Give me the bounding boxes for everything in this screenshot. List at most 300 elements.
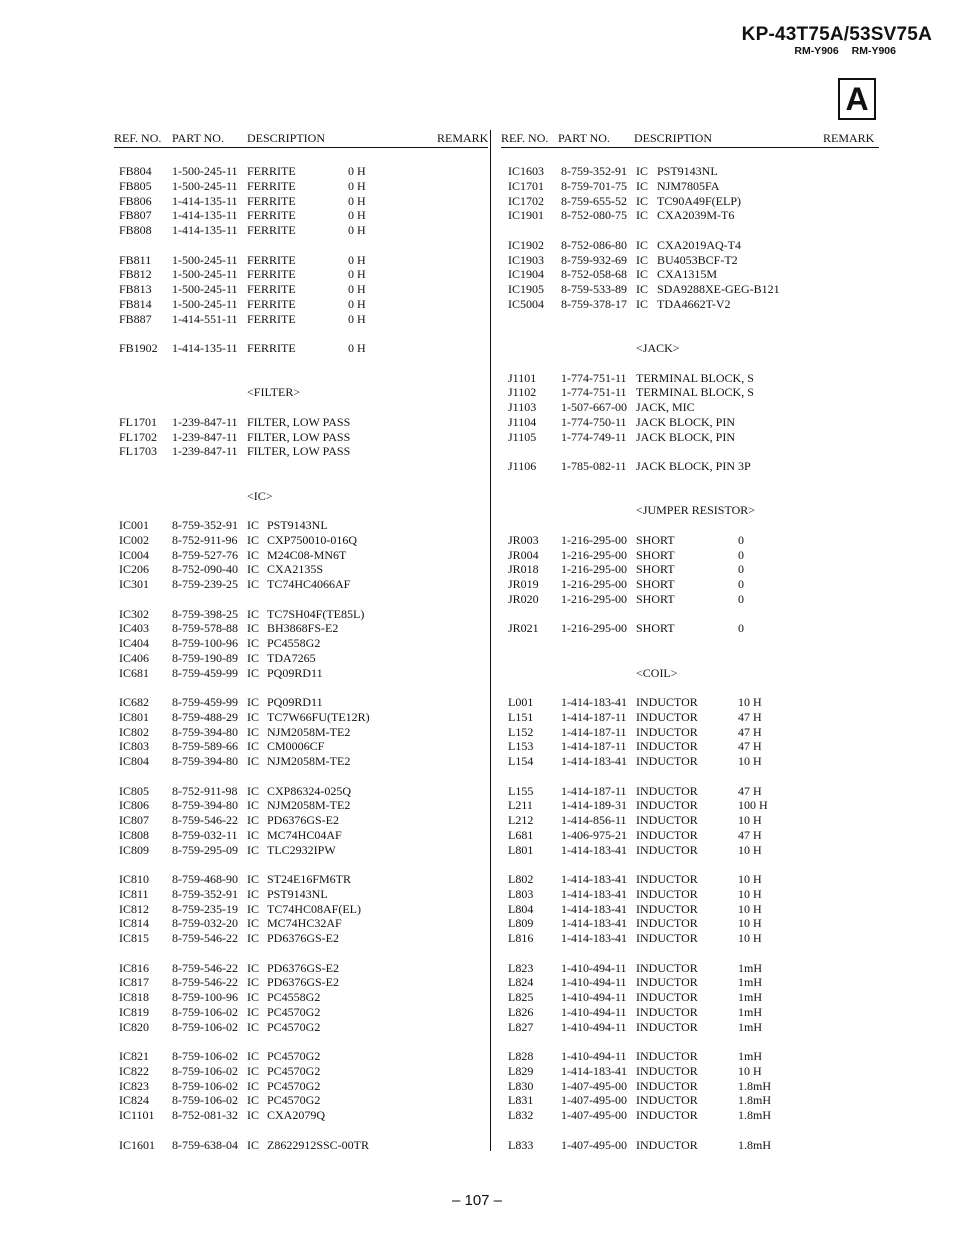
ref-no: J1106: [508, 459, 537, 473]
part-row: [114, 194, 488, 209]
part-row: [501, 887, 879, 902]
part-type: JACK BLOCK, PIN: [636, 429, 736, 444]
part-no: 8-759-527-76: [172, 547, 238, 562]
ref-no: FB813: [119, 282, 152, 296]
part-name: PD6376GS-E2: [267, 960, 340, 975]
part-type: FERRITE: [247, 193, 296, 208]
part-no: 1-414-183-41: [561, 916, 627, 931]
part-row: [501, 592, 879, 607]
part-value: 1mH: [738, 1049, 762, 1063]
ref-no: L152: [508, 724, 534, 739]
ref-no: L681: [508, 827, 534, 842]
ref-no: FB806: [119, 193, 152, 208]
part-name: TLC2932IPW: [267, 842, 336, 857]
section-title: <FILTER>: [247, 385, 301, 400]
part-value: 1mH: [738, 960, 762, 975]
part-no: 1-407-495-00: [561, 1093, 627, 1108]
part-type: IC: [247, 739, 259, 754]
row-spacer: [114, 1034, 488, 1049]
row-spacer: [501, 326, 879, 341]
part-no: 1-414-551-11: [172, 311, 238, 326]
part-row: [501, 253, 879, 268]
part-no: 8-759-546-22: [172, 975, 238, 990]
part-value: 0 H: [348, 296, 366, 311]
part-value: 100 H: [738, 798, 768, 813]
part-value: 10 H: [738, 901, 762, 916]
part-row: [114, 208, 488, 223]
row-spacer: [114, 238, 488, 253]
part-type: IC: [247, 1108, 259, 1122]
part-type: FILTER, LOW PASS: [247, 444, 351, 459]
part-no: 8-759-546-22: [172, 813, 238, 827]
section-title: <JACK>: [636, 341, 680, 355]
part-value: 10 H: [738, 754, 762, 768]
part-no: 1-216-295-00: [561, 577, 627, 591]
column-divider: [490, 130, 491, 1151]
ref-no: IC821: [119, 1049, 149, 1063]
section-heading: [501, 666, 879, 681]
part-type: IC: [247, 665, 259, 680]
part-name: TC74HC08AF(EL): [267, 901, 361, 916]
row-spacer: [114, 459, 488, 474]
part-value: 1mH: [738, 1004, 762, 1019]
part-type: IC: [247, 709, 259, 724]
part-name: TC90A49F(ELP): [657, 193, 741, 208]
part-type: IC: [247, 1093, 259, 1108]
part-type: INDUCTOR: [636, 931, 698, 945]
ref-no: IC404: [119, 636, 149, 650]
part-row: [501, 754, 879, 769]
part-type: IC: [636, 178, 648, 193]
part-value: 47 H: [738, 724, 762, 739]
part-no: 1-414-856-11: [561, 813, 627, 827]
part-row: [114, 607, 488, 622]
part-no: 8-759-546-22: [172, 960, 238, 975]
part-type: FILTER, LOW PASS: [247, 429, 351, 444]
part-type: TERMINAL BLOCK, S: [636, 370, 754, 385]
part-row: [501, 1005, 879, 1020]
part-no: 1-406-975-21: [561, 827, 627, 842]
part-no: 8-759-100-96: [172, 990, 238, 1004]
part-row: [501, 931, 879, 946]
part-no: 8-759-394-80: [172, 724, 238, 739]
ref-no: IC681: [119, 665, 149, 680]
part-no: 8-759-638-04: [172, 1137, 238, 1152]
ref-no: IC1902: [508, 237, 544, 252]
part-type: IC: [247, 931, 259, 945]
part-no: 8-759-655-52: [561, 193, 627, 208]
part-type: JACK BLOCK, PIN: [636, 414, 736, 429]
part-row: [114, 695, 488, 710]
ref-no: IC822: [119, 1063, 149, 1078]
part-no: 1-414-187-11: [561, 783, 627, 798]
ref-no: IC819: [119, 1004, 149, 1019]
ref-no: FB808: [119, 223, 152, 237]
part-type: IC: [247, 621, 259, 636]
part-row: [501, 415, 879, 430]
part-no: 8-759-106-02: [172, 1019, 238, 1034]
part-no: 1-239-847-11: [172, 444, 238, 459]
part-no: 8-752-080-75: [561, 208, 627, 223]
row-spacer: [114, 1123, 488, 1138]
part-row: [501, 208, 879, 223]
ref-no: IC809: [119, 842, 149, 857]
ref-no: IC823: [119, 1078, 149, 1093]
part-type: IC: [636, 267, 648, 282]
section-title: <JUMPER RESISTOR>: [636, 503, 756, 518]
ref-no: L831: [508, 1093, 534, 1108]
part-type: INDUCTOR: [636, 1078, 698, 1093]
part-no: 1-216-295-00: [561, 621, 627, 636]
part-type: FERRITE: [247, 282, 296, 296]
part-value: 47 H: [738, 709, 762, 724]
part-type: IC: [247, 1004, 259, 1019]
part-row: [501, 1138, 879, 1153]
header-description: DESCRIPTION: [634, 131, 713, 145]
remote-model-2: RM-Y906: [851, 45, 896, 57]
ref-no: L829: [508, 1063, 534, 1078]
part-no: 1-414-135-11: [172, 208, 238, 223]
part-no: 8-759-589-66: [172, 739, 238, 754]
part-row: [114, 1005, 488, 1020]
part-row: [501, 164, 879, 179]
row-spacer: [501, 1123, 879, 1138]
part-name: ST24E16FM6TR: [267, 872, 352, 886]
ref-no: L212: [508, 813, 534, 827]
part-no: 8-759-106-02: [172, 1004, 238, 1019]
part-value: 0: [738, 532, 744, 547]
part-type: INDUCTOR: [636, 739, 698, 754]
part-type: SHORT: [636, 591, 675, 606]
part-row: [501, 990, 879, 1005]
ref-no: JR003: [508, 532, 539, 547]
part-type: INDUCTOR: [636, 975, 698, 990]
part-name: SDA9288XE-GEG-B121: [657, 282, 780, 296]
ref-no: IC002: [119, 532, 149, 547]
part-name: CXA2019AQ-T4: [657, 237, 741, 252]
row-spacer: [501, 607, 879, 622]
part-no: 8-759-106-02: [172, 1063, 238, 1078]
ref-no: IC806: [119, 798, 149, 813]
parts-list-left: [114, 130, 488, 1152]
part-name: PC4570G2: [267, 1093, 321, 1108]
ref-no: L816: [508, 931, 534, 945]
header-part-no: PART NO.: [172, 131, 224, 145]
part-row: [114, 931, 488, 946]
part-no: 8-759-352-91: [561, 164, 627, 178]
part-type: IC: [247, 872, 259, 886]
part-type: IC: [247, 842, 259, 857]
part-type: IC: [247, 960, 259, 975]
part-type: INDUCTOR: [636, 916, 698, 931]
part-value: 0 H: [348, 164, 366, 178]
part-row: [501, 828, 879, 843]
part-type: INDUCTOR: [636, 724, 698, 739]
part-row: [114, 533, 488, 548]
part-no: 1-414-135-11: [172, 193, 238, 208]
part-name: PST9143NL: [267, 518, 328, 532]
part-no: 8-759-488-29: [172, 709, 238, 724]
part-row: [114, 1049, 488, 1064]
part-type: FILTER, LOW PASS: [247, 414, 351, 429]
part-name: PC4558G2: [267, 990, 321, 1004]
header-part-no: PART NO.: [558, 131, 610, 145]
part-value: 1.8mH: [738, 1093, 771, 1108]
part-type: FERRITE: [247, 164, 296, 178]
ref-no: IC406: [119, 650, 149, 665]
part-no: 1-414-183-41: [561, 754, 627, 768]
part-row: [114, 562, 488, 577]
part-type: IC: [247, 1049, 259, 1063]
part-no: 1-785-082-11: [561, 459, 627, 473]
part-value: 1mH: [738, 990, 762, 1004]
part-name: PQ09RD11: [267, 695, 323, 709]
part-no: 8-759-468-90: [172, 872, 238, 886]
section-heading: [114, 385, 488, 400]
part-type: INDUCTOR: [636, 827, 698, 842]
part-type: TERMINAL BLOCK, S: [636, 385, 754, 400]
part-row: [501, 695, 879, 710]
ref-no: L801: [508, 842, 534, 857]
ref-no: JR020: [508, 591, 539, 606]
ref-no: FB812: [119, 267, 152, 282]
section-heading: [114, 489, 488, 504]
ref-no: IC1901: [508, 208, 544, 223]
part-row: [114, 1020, 488, 1035]
part-row: [501, 1020, 879, 1035]
part-row: [114, 312, 488, 327]
part-no: 8-759-459-99: [172, 665, 238, 680]
part-value: 10 H: [738, 1063, 762, 1078]
part-type: INDUCTOR: [636, 1063, 698, 1078]
ref-no: FB805: [119, 178, 152, 193]
part-no: 8-759-352-91: [172, 518, 238, 532]
ref-no: IC816: [119, 960, 149, 975]
part-value: 1.8mH: [738, 1108, 771, 1122]
part-no: 8-752-058-68: [561, 267, 627, 282]
part-name: PD6376GS-E2: [267, 975, 340, 990]
part-name: NJM2058M-TE2: [267, 754, 351, 768]
part-row: [114, 754, 488, 769]
ref-no: IC206: [119, 562, 149, 577]
ref-no: FL1701: [119, 414, 158, 429]
part-name: TC7SH04F(TE85L): [267, 606, 365, 621]
part-no: 1-410-494-11: [561, 1049, 627, 1063]
part-no: 1-410-494-11: [561, 1019, 627, 1034]
ref-no: IC1601: [119, 1137, 155, 1152]
ref-no: J1103: [508, 400, 537, 414]
part-no: 1-507-667-00: [561, 400, 627, 414]
part-type: IC: [247, 636, 259, 650]
ref-no: IC812: [119, 901, 149, 916]
part-name: PQ09RD11: [267, 665, 323, 680]
part-row: [114, 267, 488, 282]
row-spacer: [114, 857, 488, 872]
ref-no: L827: [508, 1019, 534, 1034]
ref-no: IC302: [119, 606, 149, 621]
row-spacer: [501, 1034, 879, 1049]
part-name: PST9143NL: [267, 886, 328, 901]
part-no: 8-759-398-25: [172, 606, 238, 621]
ref-no: L833: [508, 1137, 534, 1152]
part-row: [114, 444, 488, 459]
part-type: JACK, MIC: [636, 400, 695, 414]
part-value: 1.8mH: [738, 1137, 771, 1152]
part-value: 0 H: [348, 193, 366, 208]
part-row: [501, 548, 879, 563]
ref-no: IC004: [119, 547, 149, 562]
part-no: 1-414-183-41: [561, 1063, 627, 1078]
part-type: INDUCTOR: [636, 783, 698, 798]
model-title: KP-43T75A/53SV75A: [741, 24, 932, 45]
part-row: [501, 533, 879, 548]
part-value: 0: [738, 562, 744, 577]
column-header: [501, 130, 879, 148]
part-type: IC: [636, 208, 648, 223]
part-no: 1-500-245-11: [172, 164, 238, 178]
part-no: 1-414-183-41: [561, 886, 627, 901]
part-row: [114, 179, 488, 194]
part-no: 1-774-751-11: [561, 385, 627, 400]
row-spacer: [114, 769, 488, 784]
part-type: FERRITE: [247, 208, 296, 223]
ref-no: IC1702: [508, 193, 544, 208]
ref-no: IC1603: [508, 164, 544, 178]
part-no: 1-414-183-41: [561, 931, 627, 945]
part-type: FERRITE: [247, 267, 296, 282]
row-spacer: [114, 946, 488, 961]
ref-no: L823: [508, 960, 534, 975]
part-value: 47 H: [738, 783, 762, 798]
row-spacer: [501, 946, 879, 961]
part-type: FERRITE: [247, 296, 296, 311]
part-row: [114, 282, 488, 297]
ref-no: L809: [508, 916, 534, 931]
part-row: [114, 253, 488, 268]
part-type: IC: [247, 547, 259, 562]
part-value: 10 H: [738, 842, 762, 857]
ref-no: JR018: [508, 562, 539, 577]
part-type: INDUCTOR: [636, 1137, 698, 1152]
part-value: 0 H: [348, 178, 366, 193]
ref-no: FB887: [119, 311, 152, 326]
part-type: IC: [247, 695, 259, 709]
row-spacer: [501, 518, 879, 533]
part-row: [114, 843, 488, 858]
part-no: 1-414-187-11: [561, 709, 627, 724]
part-type: IC: [247, 886, 259, 901]
part-no: 8-759-533-89: [561, 282, 627, 296]
ref-no: L804: [508, 901, 534, 916]
part-row: [501, 710, 879, 725]
part-value: 0 H: [348, 341, 366, 355]
ref-no: IC1101: [119, 1108, 155, 1122]
part-no: 8-759-546-22: [172, 931, 238, 945]
part-no: 1-414-183-41: [561, 901, 627, 916]
part-value: 0 H: [348, 267, 366, 282]
ref-no: IC817: [119, 975, 149, 990]
part-row: [114, 430, 488, 445]
part-row: [114, 887, 488, 902]
part-type: JACK BLOCK, PIN 3P: [636, 459, 751, 473]
part-type: IC: [636, 252, 648, 267]
part-name: BU4053BCF-T2: [657, 252, 738, 267]
part-no: 8-752-911-96: [172, 532, 238, 547]
part-row: [501, 975, 879, 990]
row-spacer: [114, 503, 488, 518]
part-name: NJM2058M-TE2: [267, 724, 351, 739]
ref-no: IC815: [119, 931, 149, 945]
part-name: MC74HC32AF: [267, 916, 342, 931]
part-row: [114, 636, 488, 651]
part-row: [501, 621, 879, 636]
row-spacer: [501, 223, 879, 238]
part-value: 0: [738, 547, 744, 562]
part-name: CXA1315M: [657, 267, 718, 282]
part-row: [114, 621, 488, 636]
part-type: INDUCTOR: [636, 813, 698, 827]
part-no: 1-500-245-11: [172, 252, 238, 267]
part-type: FERRITE: [247, 252, 296, 267]
part-value: 0 H: [348, 223, 366, 237]
ref-no: IC802: [119, 724, 149, 739]
ref-no: L825: [508, 990, 534, 1004]
part-type: SHORT: [636, 547, 675, 562]
section-title: <COIL>: [636, 665, 678, 680]
part-row: [501, 385, 879, 400]
part-value: 0 H: [348, 282, 366, 296]
ref-no: IC808: [119, 827, 149, 842]
ref-no: IC5004: [508, 296, 544, 311]
part-name: BH3868FS-E2: [267, 621, 339, 636]
part-no: 8-759-701-75: [561, 178, 627, 193]
ref-no: L832: [508, 1108, 534, 1122]
part-row: [501, 784, 879, 799]
part-row: [501, 459, 879, 474]
part-name: PC4570G2: [267, 1078, 321, 1093]
part-row: [114, 651, 488, 666]
part-no: 1-414-187-11: [561, 739, 627, 754]
part-type: IC: [247, 532, 259, 547]
part-type: INDUCTOR: [636, 1049, 698, 1063]
part-type: INDUCTOR: [636, 798, 698, 813]
part-row: [501, 400, 879, 415]
part-type: IC: [247, 1078, 259, 1093]
part-name: CXA2039M-T6: [657, 208, 735, 223]
part-no: 1-407-495-00: [561, 1137, 627, 1152]
part-value: 0: [738, 591, 744, 606]
part-no: 8-759-394-80: [172, 798, 238, 813]
row-spacer: [114, 400, 488, 415]
part-no: 1-216-295-00: [561, 532, 627, 547]
part-type: INDUCTOR: [636, 990, 698, 1004]
part-no: 8-759-352-91: [172, 886, 238, 901]
part-type: IC: [247, 754, 259, 768]
ref-no: IC1905: [508, 282, 544, 296]
part-name: NJM7805FA: [657, 178, 720, 193]
part-name: TC74HC4066AF: [267, 577, 351, 591]
part-type: SHORT: [636, 562, 675, 577]
ref-no: L211: [508, 798, 533, 813]
row-spacer: [501, 312, 879, 327]
part-no: 1-414-183-41: [561, 695, 627, 709]
part-type: INDUCTOR: [636, 886, 698, 901]
part-no: 1-414-183-41: [561, 842, 627, 857]
part-name: PC4570G2: [267, 1049, 321, 1063]
part-type: IC: [247, 606, 259, 621]
ref-no: IC818: [119, 990, 149, 1004]
part-name: MC74HC04AF: [267, 827, 342, 842]
